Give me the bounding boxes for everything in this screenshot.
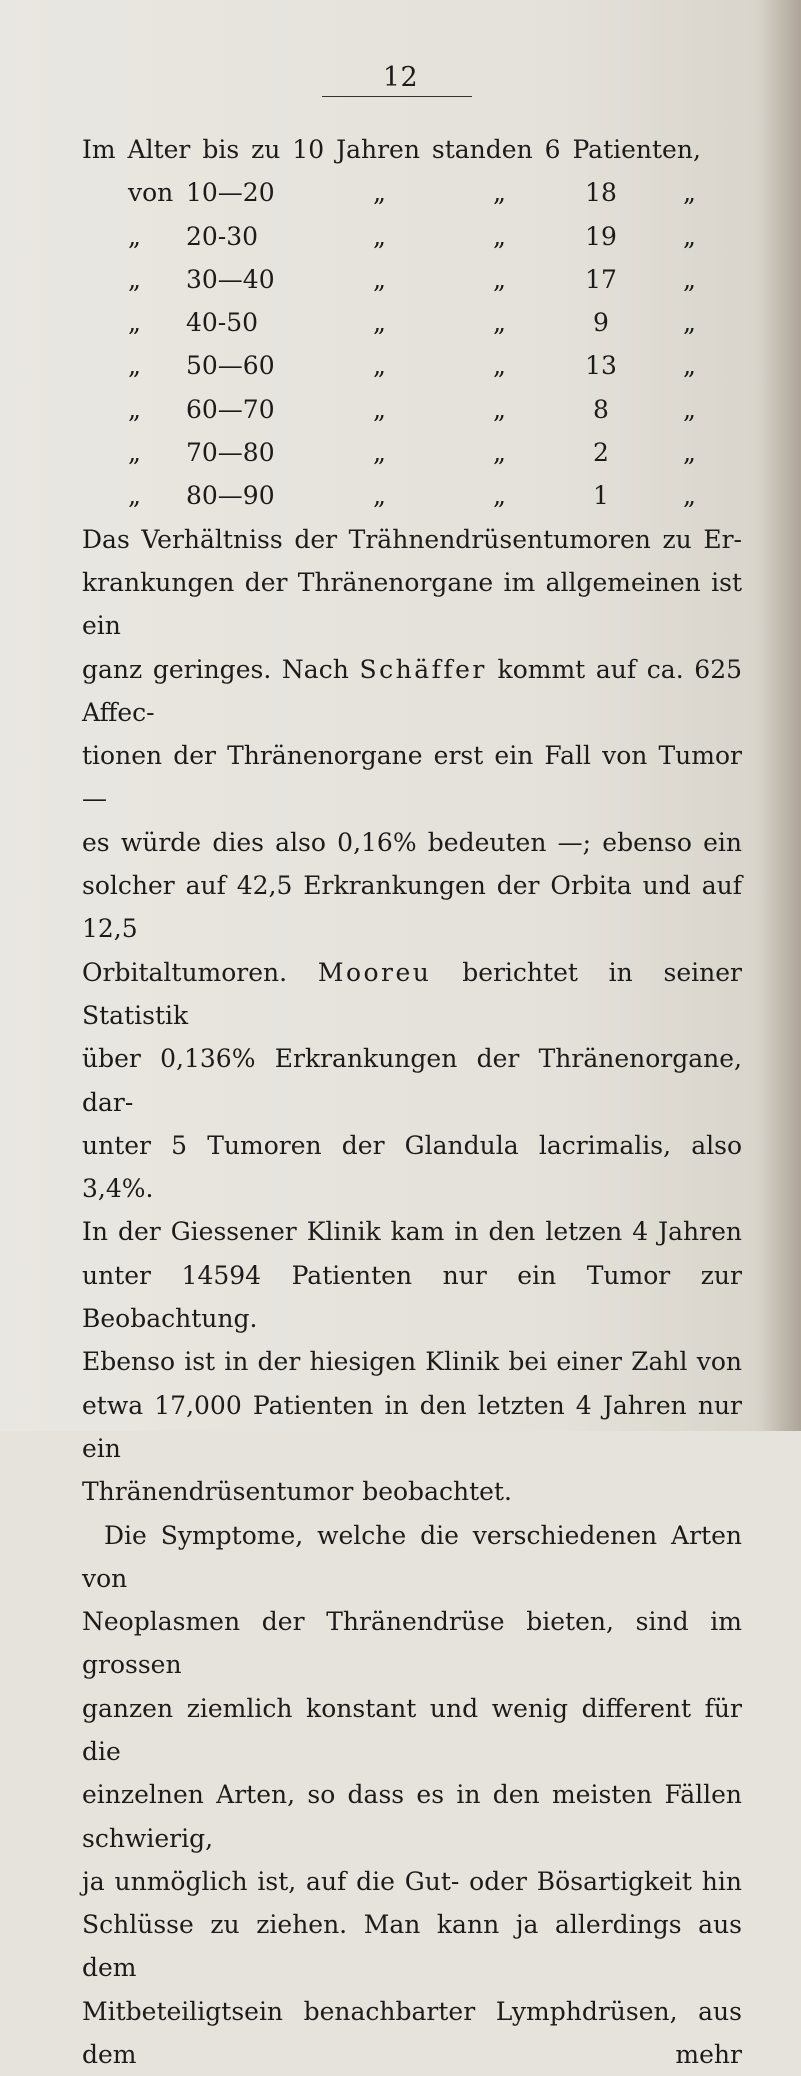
row-prefix: „ xyxy=(128,264,141,294)
table-row xyxy=(82,171,742,214)
table-row xyxy=(82,431,742,474)
paragraph-1-line-2: krankungen der Thränenorgane im allgemeinen ist ein xyxy=(82,567,742,641)
patient-count: 13 xyxy=(585,351,617,381)
age-range: 20-30 xyxy=(186,221,259,251)
row-prefix: „ xyxy=(128,351,141,381)
age-range: 40-50 xyxy=(186,308,259,338)
paragraph-2-line-7: Mitbeteiligtsein benachbarter Lymphdrüsen, aus dem mehr xyxy=(82,1996,742,2070)
paragraph-1-line-6: solcher auf 42,5 Erkrankungen der Orbita und auf 12,5 xyxy=(82,871,742,944)
ditto-mark: „ xyxy=(373,178,386,208)
patient-count: 19 xyxy=(585,221,617,251)
ditto-mark: „ xyxy=(683,308,696,338)
ditto-mark: „ xyxy=(493,438,506,468)
patient-count: 17 xyxy=(585,264,617,294)
paragraph-1-line-9: unter 5 Tumoren der Glandula lacrimalis, also 3,4%. xyxy=(82,1130,742,1204)
age-table xyxy=(82,171,742,517)
row-prefix: „ xyxy=(128,394,141,424)
paragraph-1-line-12: Ebenso ist in der hiesigen Klinik bei einer Zahl von xyxy=(82,1347,742,1377)
paragraph-1-line-14: Thränendrüsentumor beobachtet. xyxy=(82,1477,512,1507)
page-edge-shadow xyxy=(761,0,801,1431)
ditto-mark: „ xyxy=(493,221,506,251)
table-row xyxy=(82,474,742,517)
ditto-mark: „ xyxy=(493,264,506,294)
table-heading: Im Alter bis zu 10 Jahren standen 6 Patienten, xyxy=(82,135,701,164)
age-range: 80—90 xyxy=(186,481,275,511)
ditto-mark: „ xyxy=(683,178,696,208)
paragraph-2-line-3: ganzen ziemlich konstant und wenig different für die xyxy=(82,1693,742,1766)
patient-count: 8 xyxy=(593,394,609,424)
row-prefix: „ xyxy=(128,438,141,468)
ditto-mark: „ xyxy=(493,481,506,511)
paragraph-2-line-4: einzelnen Arten, so dass es in den meisten Fällen schwierig, xyxy=(82,1780,742,1853)
patient-count: 2 xyxy=(593,438,609,468)
ditto-mark: „ xyxy=(683,351,696,381)
paragraph-1-line-4: tionen der Thränenorgane erst ein Fall von Tumor — xyxy=(82,741,742,814)
paragraph-1-line-10: In der Giessener Klinik kam in den letzen 4 Jahren xyxy=(82,1217,742,1247)
row-prefix: „ xyxy=(128,308,141,338)
ditto-mark: „ xyxy=(373,394,386,424)
text-segment: Orbitaltumoren. xyxy=(82,957,288,987)
table-row xyxy=(82,344,742,387)
patient-count: 9 xyxy=(593,308,609,338)
table-row xyxy=(82,301,742,344)
page-number-rule xyxy=(322,96,472,97)
row-prefix: „ xyxy=(128,221,141,251)
age-range: 60—70 xyxy=(186,394,275,424)
table-row xyxy=(82,258,742,301)
paragraph-1-line-11: unter 14594 Patienten nur ein Tumor zur Beobachtung. xyxy=(82,1260,742,1334)
paragraph-1-line-7 xyxy=(82,951,742,1038)
author-name-mooreu: Mooreu xyxy=(317,957,432,987)
ditto-mark: „ xyxy=(373,351,386,381)
ditto-mark: „ xyxy=(493,394,506,424)
paragraph-1-line-5: es würde dies also 0,16% bedeuten —; ebenso ein xyxy=(82,827,742,857)
age-range: 30—40 xyxy=(186,264,275,294)
paragraph-2-line-2: Neoplasmen der Thränendrüse bieten, sind im grossen xyxy=(82,1607,742,1680)
paragraph-2-line-5: ja unmöglich ist, auf die Gut- oder Bösartigkeit hin xyxy=(82,1866,742,1896)
age-range: 10—20 xyxy=(186,178,275,208)
ditto-mark: „ xyxy=(683,438,696,468)
ditto-mark: „ xyxy=(493,351,506,381)
main-text xyxy=(82,128,742,2076)
ditto-mark: „ xyxy=(493,178,506,208)
patient-count: 1 xyxy=(593,481,609,511)
patient-count: 18 xyxy=(585,178,617,208)
ditto-mark: „ xyxy=(683,221,696,251)
row-prefix: „ xyxy=(128,481,141,511)
ditto-mark: „ xyxy=(373,438,386,468)
paragraph-1-line-8: über 0,136% Erkrankungen der Thränenorgane, dar- xyxy=(82,1044,742,1117)
text-segment: kommt auf ca. 625 Affec- xyxy=(82,654,743,727)
age-range: 50—60 xyxy=(186,351,275,381)
page-number: 12 xyxy=(382,62,419,93)
paragraph-2-line-6: Schlüsse zu ziehen. Man kann ja allerdings aus dem xyxy=(82,1910,742,1983)
table-row xyxy=(82,215,742,258)
ditto-mark: „ xyxy=(683,264,696,294)
ditto-mark: „ xyxy=(373,221,386,251)
row-prefix: von xyxy=(128,178,174,208)
ditto-mark: „ xyxy=(373,481,386,511)
table-row xyxy=(82,388,742,431)
age-range: 70—80 xyxy=(186,438,275,468)
ditto-mark: „ xyxy=(683,394,696,424)
text-segment: berichtet in seiner Statistik xyxy=(82,957,742,1030)
paragraph-1-line-1: Das Verhältniss der Trähnendrüsentumoren zu Er- xyxy=(82,524,742,554)
ditto-mark: „ xyxy=(373,308,386,338)
ditto-mark: „ xyxy=(493,308,506,338)
paragraph-2-line-1: Die Symptome, welche die verschiedenen Arten von xyxy=(82,1520,742,1593)
paragraph-1-line-3 xyxy=(82,648,742,735)
paragraph-1-line-13: etwa 17,000 Patienten in den letzten 4 Jahren nur ein xyxy=(82,1390,742,1463)
ditto-mark: „ xyxy=(373,264,386,294)
text-segment: ganz geringes. Nach xyxy=(82,654,349,684)
author-name-schaeffer: Schäffer xyxy=(359,654,487,684)
ditto-mark: „ xyxy=(683,481,696,511)
